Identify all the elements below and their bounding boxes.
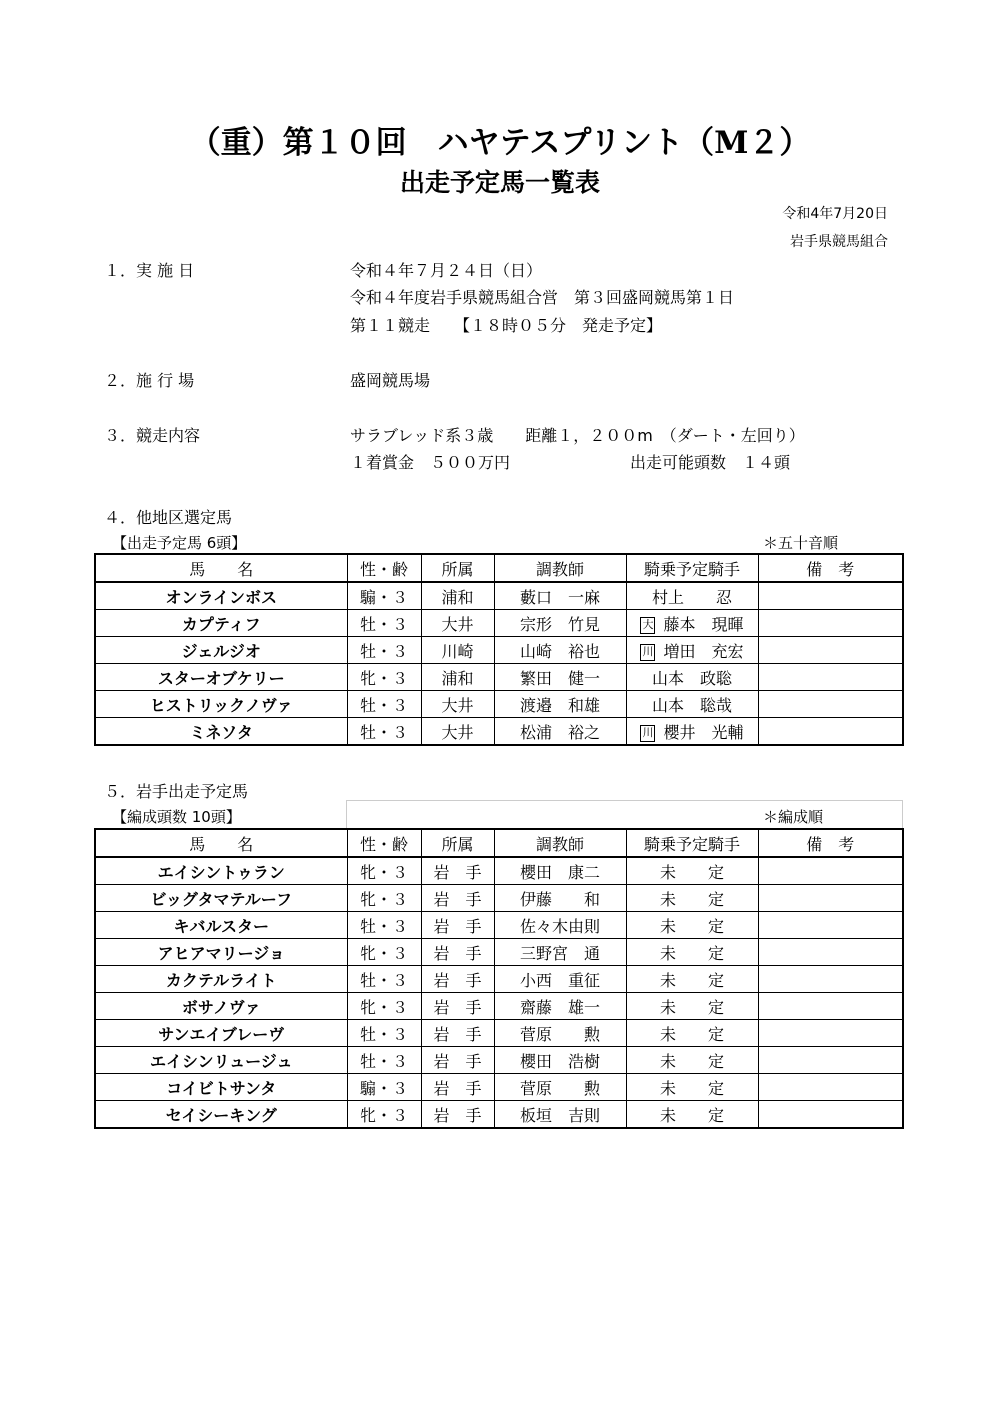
jockey-cell: 村上 忍 (626, 582, 758, 610)
horse-name-cell: エイシントゥラン (95, 857, 347, 885)
header-notes: 備 考 (758, 829, 903, 857)
table-row (95, 610, 903, 637)
jockey-cell: 未 定 (626, 1047, 758, 1074)
trainer-cell: 繁田 健一 (494, 664, 626, 691)
sex-age-cell: 牡・３ (347, 912, 421, 939)
notes-cell (758, 664, 903, 691)
header-trainer: 調教師 (494, 829, 626, 857)
jockey-cell: 未 定 (626, 1074, 758, 1101)
section2-line1: 盛岡競馬場 (350, 371, 431, 390)
sex-age-cell: 牡・３ (347, 610, 421, 637)
horse-name-cell: エイシンリュージュ (95, 1047, 347, 1074)
notes-cell (758, 1020, 903, 1047)
notes-cell (758, 912, 903, 939)
organizer: 岩手県競馬組合 (790, 234, 888, 250)
section2-label: ２．施 行 場 (104, 371, 195, 390)
horse-name-cell: カプティフ (95, 610, 347, 637)
trainer-cell: 板垣 吉則 (494, 1101, 626, 1129)
section1-line2: 令和４年度岩手県競馬組合営 第３回盛岡競馬第１日 (350, 288, 735, 307)
trainer-cell: 藪口 一麻 (494, 582, 626, 610)
notes-cell (758, 1101, 903, 1129)
table-row (95, 885, 903, 912)
sex-age-cell: 牝・３ (347, 857, 421, 885)
sex-age-cell: 牝・３ (347, 993, 421, 1020)
jockey-cell (626, 610, 758, 637)
jockey-cell: 未 定 (626, 1101, 758, 1129)
section5-label: ５．岩手出走予定馬 (104, 782, 249, 801)
sex-age-cell: 牝・３ (347, 939, 421, 966)
notes-cell (758, 857, 903, 885)
horse-name-cell: セイシーキング (95, 1101, 347, 1129)
affiliation-cell: 川崎 (421, 637, 494, 664)
header-trainer: 調教師 (494, 554, 626, 582)
trainer-cell: 齋藤 雄一 (494, 993, 626, 1020)
trainer-cell: 山崎 裕也 (494, 637, 626, 664)
jockey-cell: 未 定 (626, 966, 758, 993)
notes-cell (758, 993, 903, 1020)
sex-age-cell: 騸・３ (347, 1074, 421, 1101)
jockey-cell: 山本 政聡 (626, 664, 758, 691)
jockey-cell: 山本 聡哉 (626, 691, 758, 718)
affiliation-cell: 岩 手 (421, 912, 494, 939)
horse-name-cell: カクテルライト (95, 966, 347, 993)
jockey-cell: 未 定 (626, 912, 758, 939)
jockey-cell: 未 定 (626, 885, 758, 912)
notes-cell (758, 1074, 903, 1101)
notes-cell (758, 610, 903, 637)
section4-count: 【出走予定馬 6頭】 (112, 534, 247, 552)
section3-label: ３．競走内容 (104, 426, 201, 445)
sex-age-cell: 牡・３ (347, 718, 421, 746)
affiliation-cell: 岩 手 (421, 1047, 494, 1074)
jockey-cell: 未 定 (626, 993, 758, 1020)
jockey-cell (626, 637, 758, 664)
section1-label: １．実 施 日 (104, 261, 195, 280)
header-horse-name: 馬 名 (95, 554, 347, 582)
trainer-cell: 伊藤 和 (494, 885, 626, 912)
notes-cell (758, 1047, 903, 1074)
other-region-table (94, 553, 904, 746)
section4-order: ＊五十音順 (763, 534, 839, 552)
affiliation-cell: 岩 手 (421, 993, 494, 1020)
trainer-cell: 佐々木由則 (494, 912, 626, 939)
horse-name-cell: ミネソタ (95, 718, 347, 746)
iwate-table (94, 828, 904, 1129)
trainer-cell: 宗形 竹見 (494, 610, 626, 637)
trainer-cell: 小西 重征 (494, 966, 626, 993)
trainer-cell: 松浦 裕之 (494, 718, 626, 746)
trainer-cell: 櫻田 康二 (494, 857, 626, 885)
table-row (95, 1047, 903, 1074)
table-row (95, 582, 903, 610)
horse-name-cell: ヒストリックノヴァ (95, 691, 347, 718)
jockey-name: 藤本 現暉 (663, 614, 744, 634)
affiliation-cell: 大井 (421, 610, 494, 637)
race-title: （重）第１０回 ハヤテスプリント（M２） (189, 125, 811, 161)
header-sex-age: 性・齢 (347, 554, 421, 582)
notes-cell (758, 691, 903, 718)
horse-name-cell: キバルスター (95, 912, 347, 939)
section3-line2: １着賞金 ５００万円 (350, 453, 511, 472)
sex-age-cell: 牡・３ (347, 966, 421, 993)
table-row (95, 1101, 903, 1129)
header-jockey: 騎乗予定騎手 (626, 554, 758, 582)
notes-cell (758, 637, 903, 664)
horse-name-cell: スターオブケリー (95, 664, 347, 691)
sex-age-cell: 牡・３ (347, 691, 421, 718)
issue-date: 令和4年7月20日 (782, 206, 888, 222)
region-mark-icon: 川 (640, 725, 655, 742)
sex-age-cell: 牡・３ (347, 1047, 421, 1074)
horse-name-cell: コイビトサンタ (95, 1074, 347, 1101)
jockey-cell: 未 定 (626, 939, 758, 966)
jockey-name: 櫻井 光輔 (663, 722, 744, 742)
table-header-row (95, 829, 903, 857)
jockey-cell: 未 定 (626, 857, 758, 885)
section3-line1: サラブレッド系３歳 距離１，２００m （ダート・左回り） (350, 426, 805, 445)
header-sex-age: 性・齢 (347, 829, 421, 857)
header-notes: 備 考 (758, 554, 903, 582)
affiliation-cell: 岩 手 (421, 1101, 494, 1129)
sex-age-cell: 騸・３ (347, 582, 421, 610)
region-mark-icon: 大 (640, 617, 655, 634)
horse-name-cell: サンエイブレーヴ (95, 1020, 347, 1047)
table-row (95, 718, 903, 746)
table-row (95, 939, 903, 966)
header-affiliation: 所属 (421, 554, 494, 582)
horse-name-cell: ジェルジオ (95, 637, 347, 664)
sex-age-cell: 牝・３ (347, 1101, 421, 1129)
sex-age-cell: 牡・３ (347, 637, 421, 664)
table-row (95, 637, 903, 664)
table-row (95, 993, 903, 1020)
horse-name-cell: アヒアマリージョ (95, 939, 347, 966)
trainer-cell: 三野宮 通 (494, 939, 626, 966)
jockey-cell (626, 718, 758, 746)
jockey-cell: 未 定 (626, 1020, 758, 1047)
trainer-cell: 菅原 勲 (494, 1020, 626, 1047)
table-row (95, 912, 903, 939)
header-jockey: 騎乗予定騎手 (626, 829, 758, 857)
horse-name-cell: ボサノヴァ (95, 993, 347, 1020)
affiliation-cell: 岩 手 (421, 1020, 494, 1047)
affiliation-cell: 大井 (421, 691, 494, 718)
sex-age-cell: 牝・３ (347, 885, 421, 912)
section5-count: 【編成頭数 10頭】 (112, 808, 241, 826)
sex-age-cell: 牝・３ (347, 664, 421, 691)
affiliation-cell: 岩 手 (421, 966, 494, 993)
section4-label: ４．他地区選定馬 (104, 508, 233, 527)
header-horse-name: 馬 名 (95, 829, 347, 857)
section1-line3: 第１１競走 【１８時０５分 発走予定】 (350, 316, 663, 335)
notes-cell (758, 582, 903, 610)
region-mark-icon: 川 (640, 644, 655, 661)
sex-age-cell: 牡・３ (347, 1020, 421, 1047)
table-row (95, 691, 903, 718)
table-row (95, 1074, 903, 1101)
table-row (95, 857, 903, 885)
table-row (95, 1020, 903, 1047)
trainer-cell: 渡邉 和雄 (494, 691, 626, 718)
header-affiliation: 所属 (421, 829, 494, 857)
table-row (95, 966, 903, 993)
affiliation-cell: 岩 手 (421, 885, 494, 912)
page-subtitle: 出走予定馬一覧表 (399, 168, 600, 197)
section5-order: ＊編成順 (763, 808, 824, 826)
table-header-row (95, 554, 903, 582)
jockey-name: 増田 充宏 (663, 641, 744, 661)
notes-cell (758, 966, 903, 993)
affiliation-cell: 岩 手 (421, 939, 494, 966)
section3-line3: 出走可能頭数 １４頭 (630, 453, 791, 472)
trainer-cell: 櫻田 浩樹 (494, 1047, 626, 1074)
horse-name-cell: ビッグタマテルーフ (95, 885, 347, 912)
affiliation-cell: 大井 (421, 718, 494, 746)
affiliation-cell: 浦和 (421, 664, 494, 691)
affiliation-cell: 岩 手 (421, 1074, 494, 1101)
table-row (95, 664, 903, 691)
horse-name-cell: オンラインボス (95, 582, 347, 610)
affiliation-cell: 岩 手 (421, 857, 494, 885)
notes-cell (758, 885, 903, 912)
affiliation-cell: 浦和 (421, 582, 494, 610)
section1-line1: 令和４年７月２４日（日） (350, 261, 543, 280)
notes-cell (758, 718, 903, 746)
notes-cell (758, 939, 903, 966)
trainer-cell: 菅原 勲 (494, 1074, 626, 1101)
